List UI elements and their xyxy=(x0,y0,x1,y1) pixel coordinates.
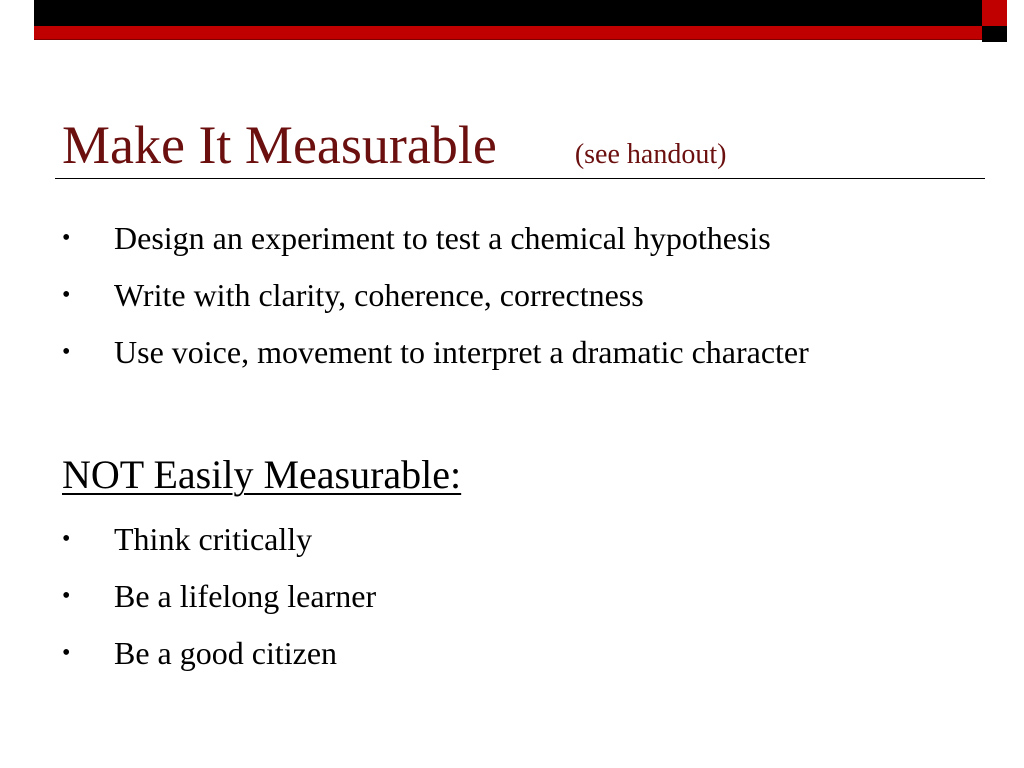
list-item-text: Be a good citizen xyxy=(114,635,338,671)
bullet-icon: • xyxy=(62,640,71,666)
header-corner-red-block xyxy=(982,0,1007,26)
slide-title-note: (see handout) xyxy=(574,139,727,170)
not-measurable-heading: NOT Easily Measurable: xyxy=(62,452,462,497)
measurable-list xyxy=(62,218,809,389)
list-item xyxy=(62,576,376,633)
list-item-text: Write with clarity, coherence, correctness xyxy=(114,277,644,313)
bullet-icon: • xyxy=(62,225,71,251)
list-item xyxy=(62,218,809,275)
not-measurable-list xyxy=(62,519,376,690)
slide-title: Make It Measurable xyxy=(62,115,497,175)
list-item xyxy=(62,519,376,576)
bullet-icon: • xyxy=(62,339,71,365)
header-red-bar xyxy=(34,26,982,40)
header-black-bar xyxy=(34,0,982,26)
list-item-text: Design an experiment to test a chemical hypothesis xyxy=(114,220,771,256)
list-item xyxy=(62,332,809,389)
list-item-text: Use voice, movement to interpret a dramatic character xyxy=(114,334,809,370)
list-item xyxy=(62,633,376,690)
bullet-icon: • xyxy=(62,583,71,609)
list-item xyxy=(62,275,809,332)
list-item-text: Think critically xyxy=(114,521,313,557)
header-corner-black-block xyxy=(982,26,1007,42)
bullet-icon: • xyxy=(62,526,71,552)
list-item-text: Be a lifelong learner xyxy=(114,578,377,614)
bullet-icon: • xyxy=(62,282,71,308)
title-underline-rule xyxy=(55,178,985,179)
title-row xyxy=(62,112,982,178)
